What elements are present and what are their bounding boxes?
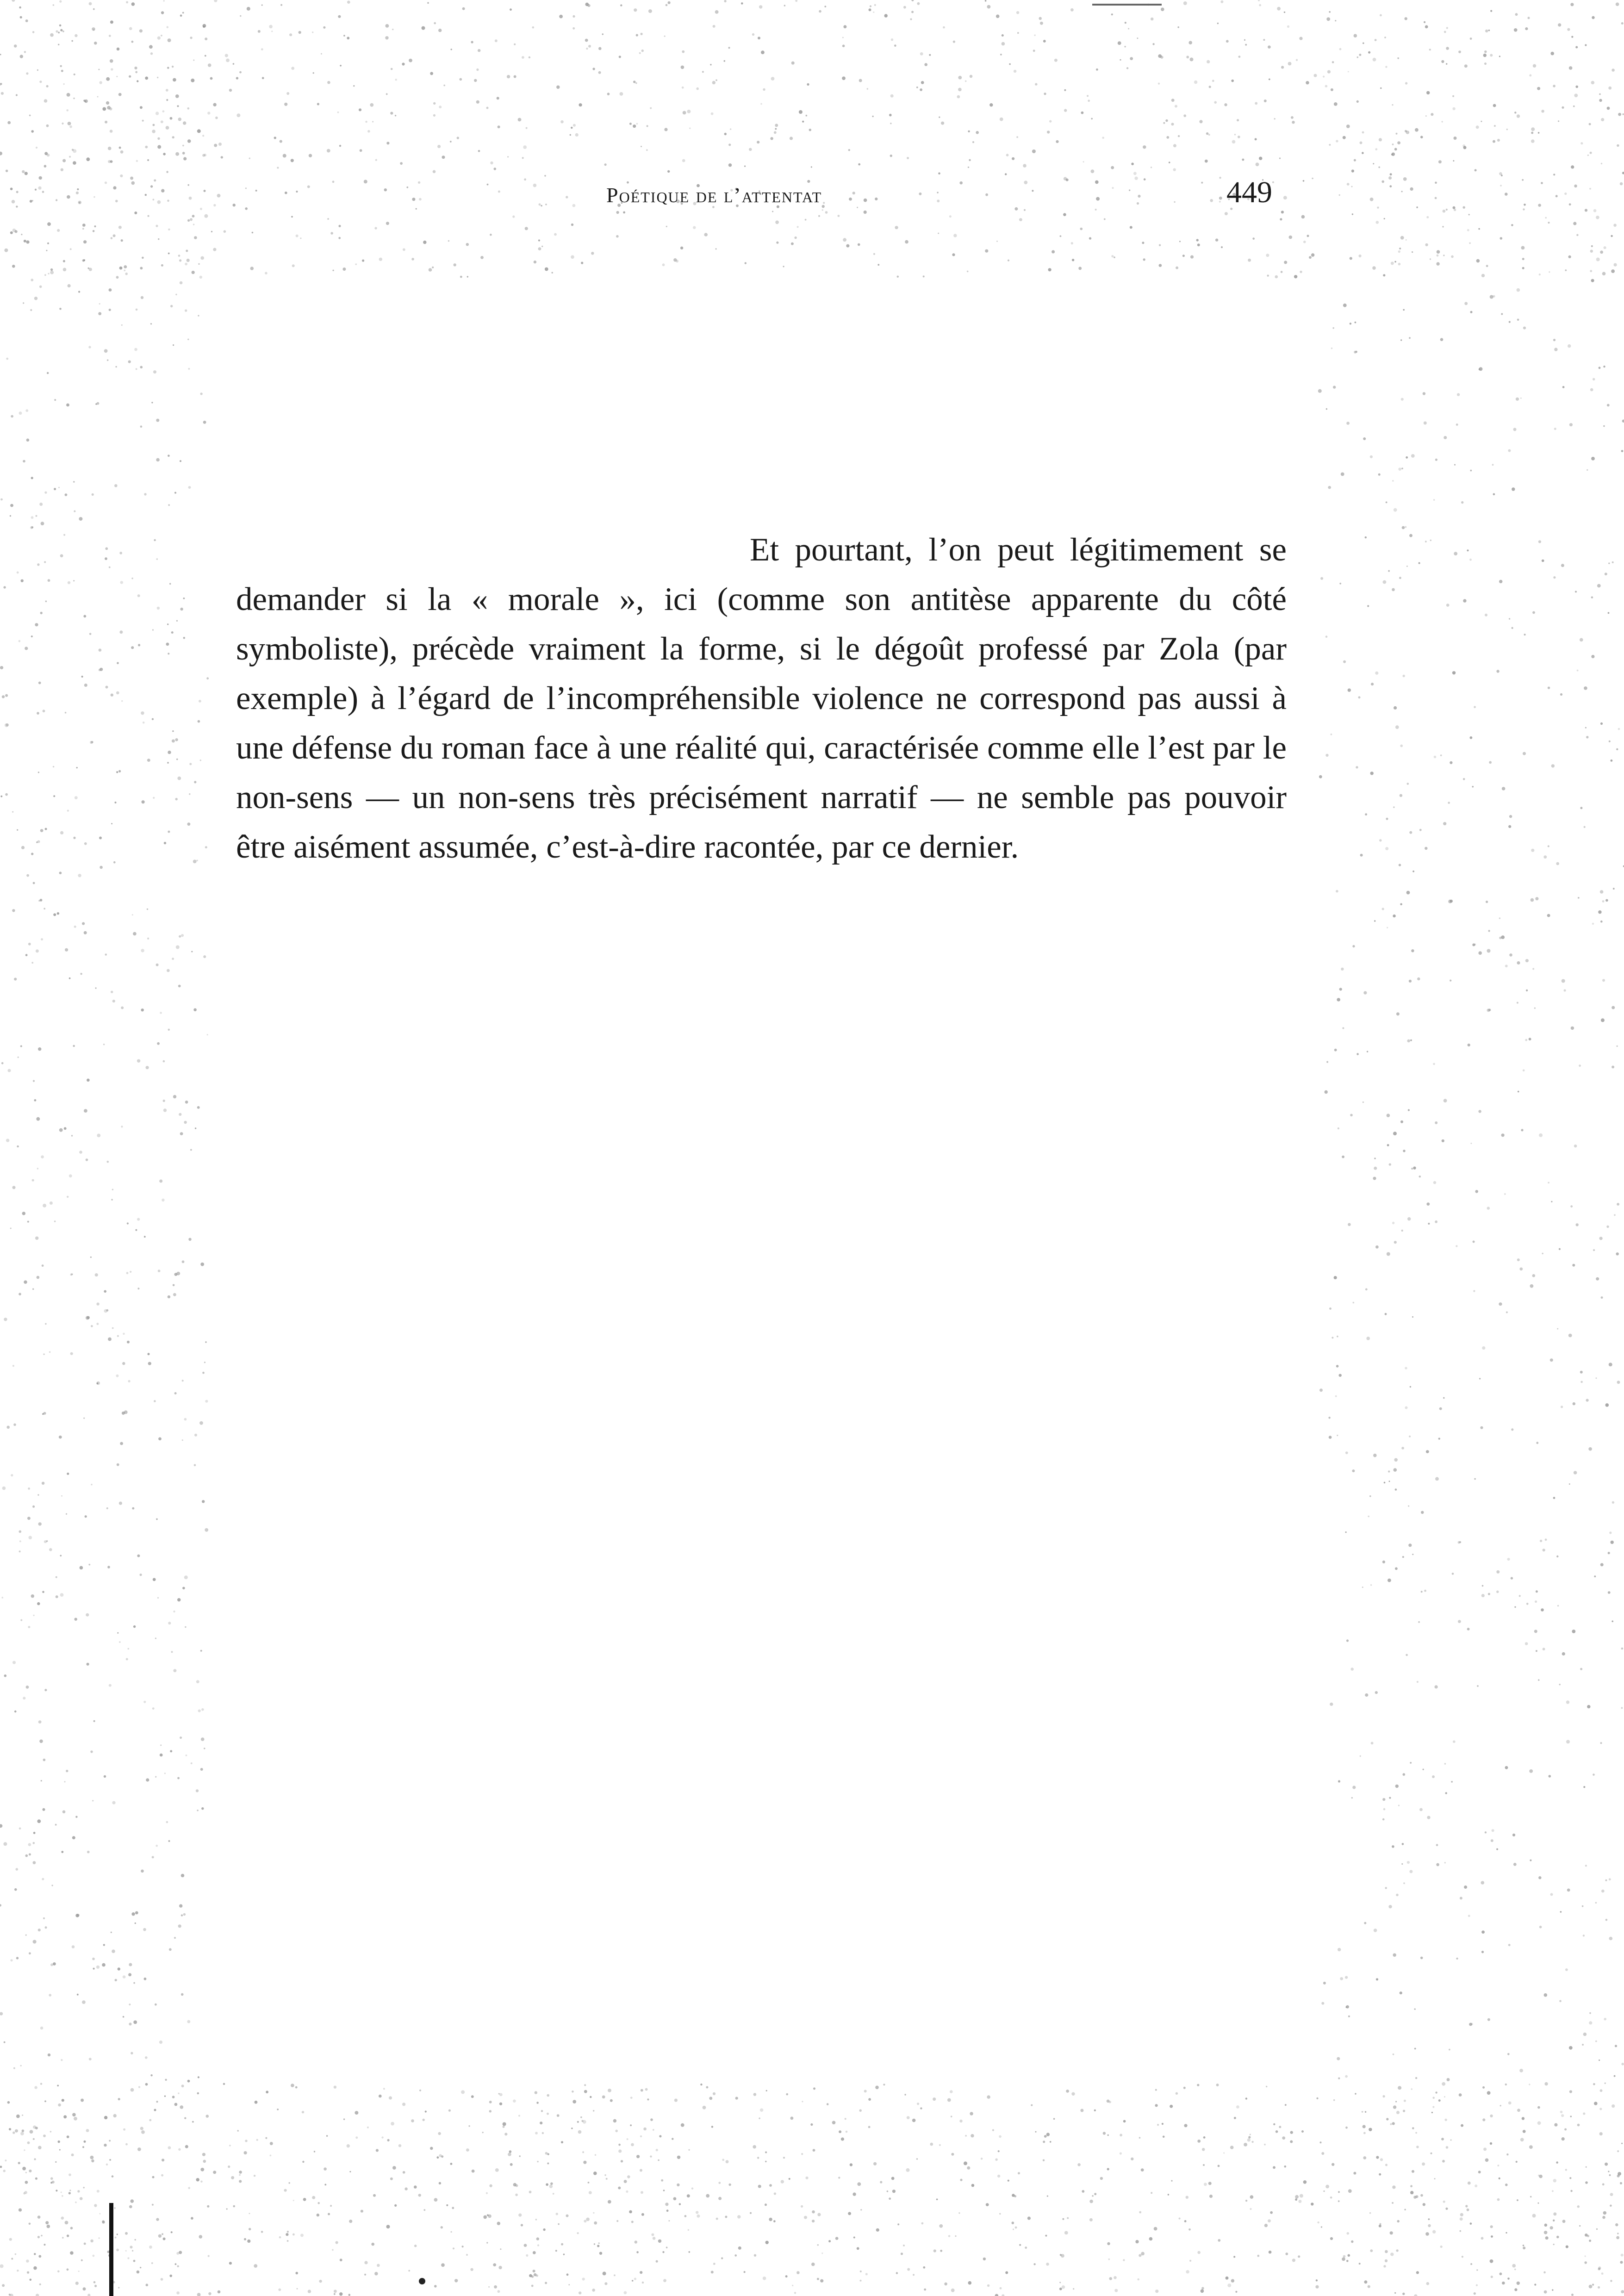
scan-mark-top: [1092, 4, 1162, 6]
scan-margin-line: [109, 2203, 113, 2296]
body-paragraph: Et pourtant, l’on peut légitimement se demander si la « morale », ici (comme son antitèse apparente du côté symboliste), précède vraiment la forme, si le dégoût professé par Zola (par exemple) à l’égard de l’incompréhensible violence ne correspond pas aussi à une défense du roman face à une réalité qui, caractérisée comme elle l’est par le non-sens — un non-sens très précisément narratif — ne semble pas pouvoir être aisément assumée, c’est-à-dire racontée, par ce dernier.: [236, 532, 1287, 865]
scan-dot: [419, 2278, 425, 2284]
page-number: 449: [1226, 175, 1272, 209]
running-title: Poétique de l’attentat: [606, 183, 822, 207]
